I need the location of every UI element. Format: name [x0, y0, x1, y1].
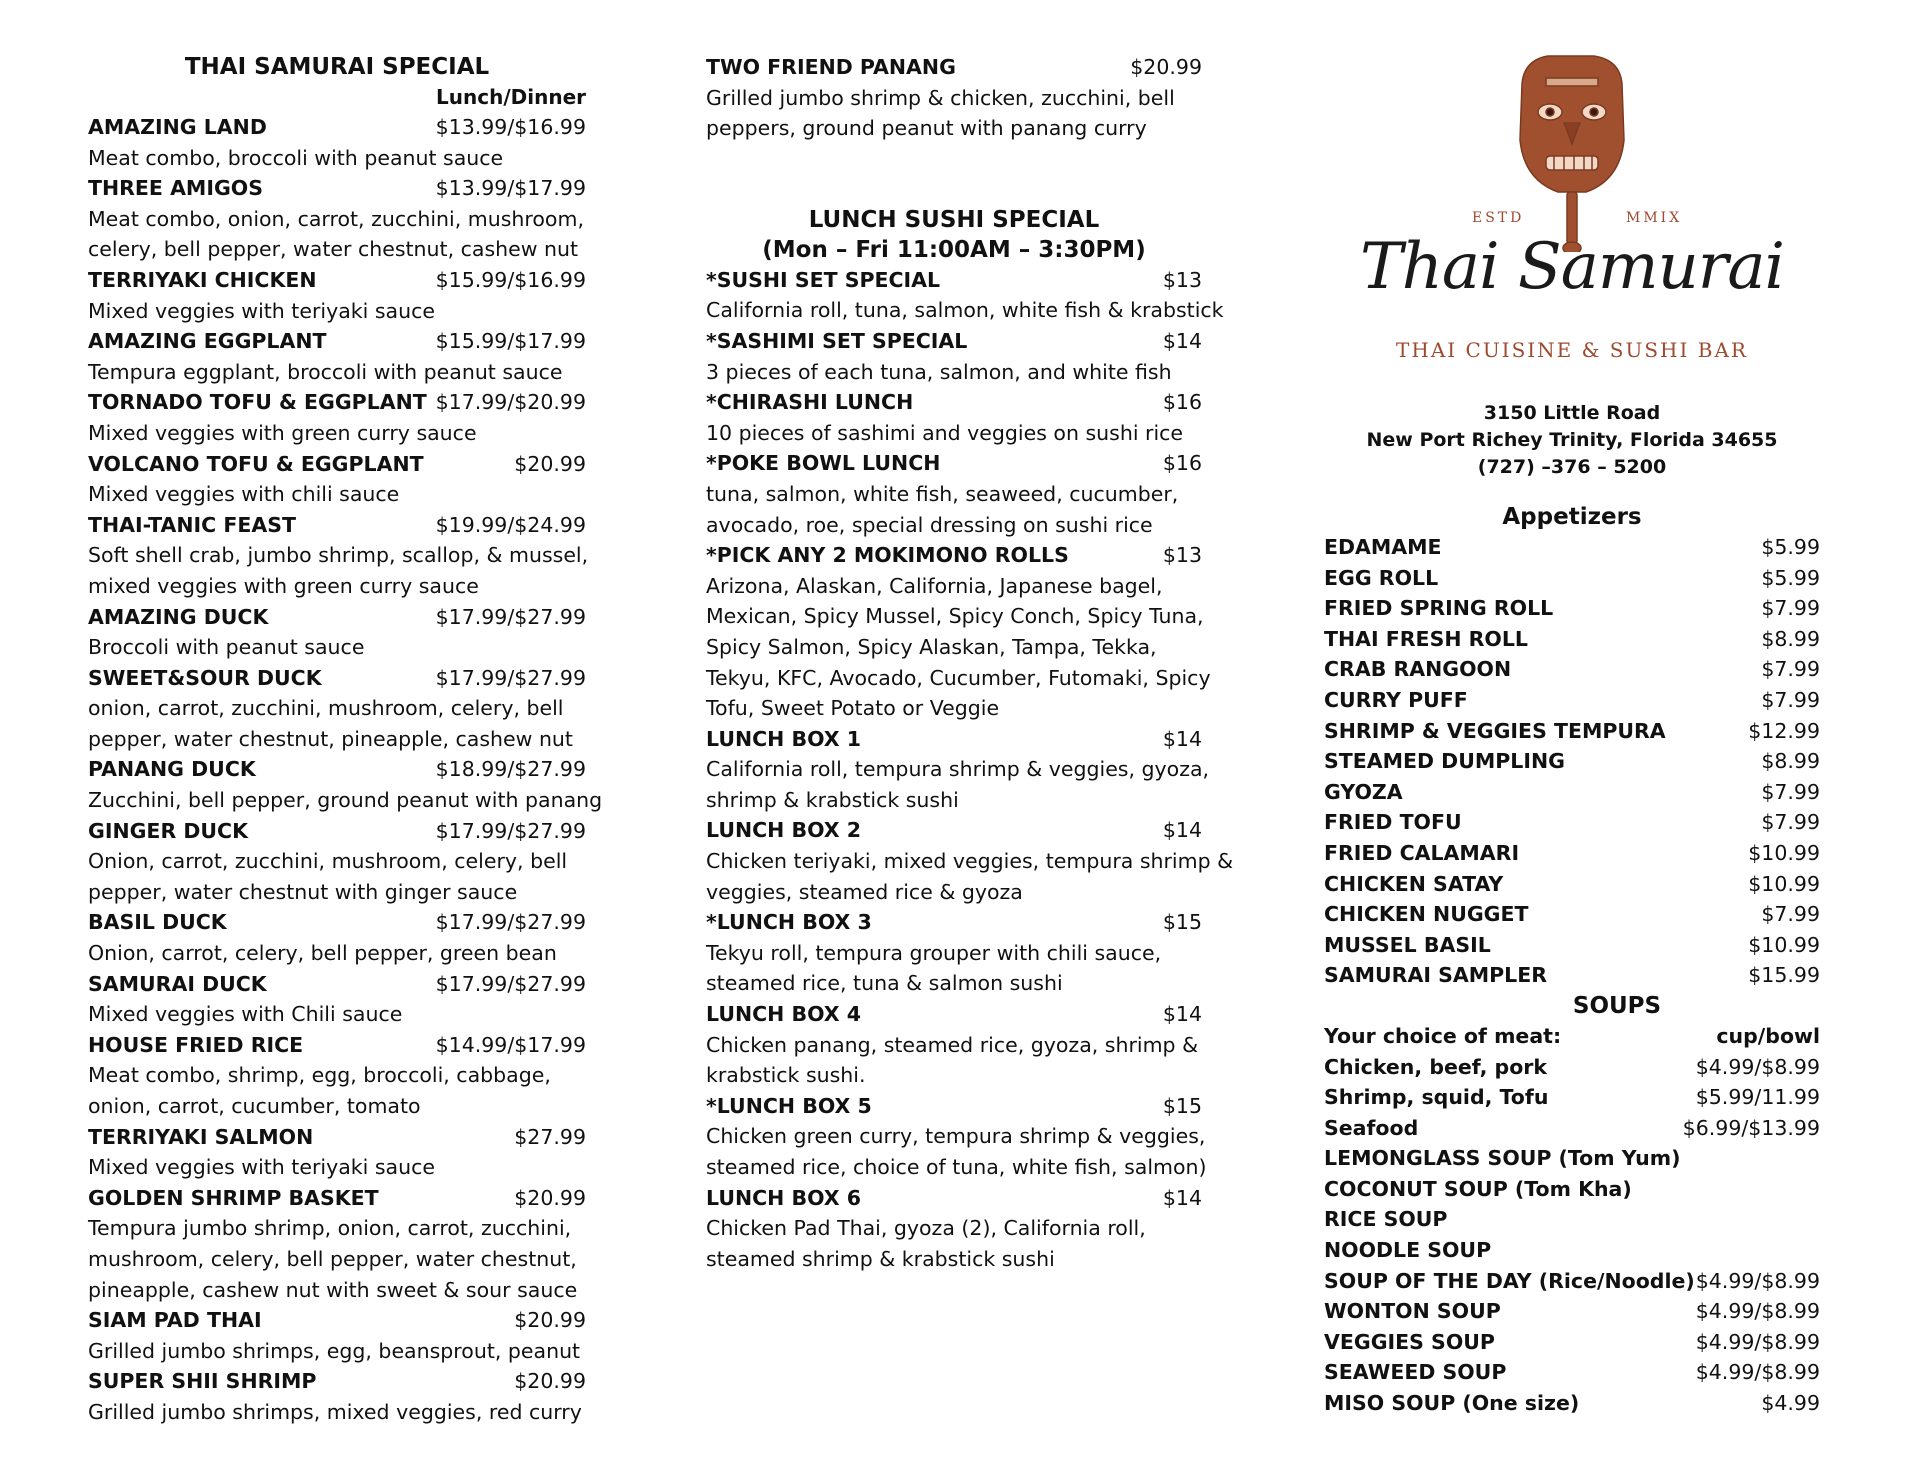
item-name: STEAMED DUMPLING: [1324, 749, 1565, 774]
item-price: $18.99/$27.99: [435, 757, 586, 782]
menu-item-row: [706, 999, 1202, 1030]
item-price: $7.99: [1761, 687, 1820, 712]
menu-item-row: [88, 1122, 586, 1153]
item-name: GOLDEN SHRIMP BASKET: [88, 1185, 379, 1210]
item-price: $15.99: [1748, 963, 1820, 988]
menu-item-row: [1324, 563, 1820, 594]
item-description: steamed shrimp & krabstick sushi: [706, 1246, 1055, 1271]
menu-item-row: [88, 265, 586, 296]
section-subtitle: (Mon – Fri 11:00AM – 3:30PM): [762, 236, 1146, 263]
item-name: *LUNCH BOX 5: [706, 1093, 872, 1118]
item-price: $7.99: [1761, 779, 1820, 804]
menu-item-row: [88, 1305, 586, 1336]
item-name: LUNCH BOX 1: [706, 726, 862, 751]
item-price: $8.99: [1761, 749, 1820, 774]
item-description: Mexican, Spicy Mussel, Spicy Conch, Spicy Tuna,: [706, 604, 1204, 629]
item-name: SIAM PAD THAI: [88, 1308, 262, 1333]
menu-item-row: [1324, 807, 1820, 838]
menu-item-row: [88, 449, 586, 480]
brand-tagline: THAI CUISINE & SUSHI BAR: [1396, 338, 1748, 362]
menu-item-row: [1324, 746, 1820, 777]
soups-title: SOUPS: [1572, 992, 1662, 1019]
menu-item-row: [1324, 930, 1820, 961]
item-price: $4.99: [1761, 1391, 1820, 1416]
item-price: $20.99: [514, 1308, 586, 1333]
item-description: Meat combo, onion, carrot, zucchini, mushroom,: [88, 206, 584, 231]
item-price: $7.99: [1761, 596, 1820, 621]
menu-item-row: [1324, 1388, 1820, 1419]
item-description: mushroom, celery, bell pepper, water chestnut,: [88, 1246, 577, 1271]
menu-item-row: [706, 540, 1202, 571]
item-description: 10 pieces of sashimi and veggies on sushi rice: [706, 420, 1184, 445]
menu-item-row: [1324, 1082, 1820, 1113]
item-description: Mixed veggies with Chili sauce: [88, 1002, 403, 1027]
samurai-mask-icon: [1324, 52, 1820, 252]
menu-item-row: [88, 1183, 586, 1214]
menu-item-row: [1324, 1143, 1820, 1174]
item-name: *PICK ANY 2 MOKIMONO ROLLS: [706, 543, 1069, 568]
sushi-column: [706, 52, 1234, 1274]
menu-item-row: [706, 52, 1202, 83]
item-price: $4.99/$8.99: [1695, 1299, 1820, 1324]
item-price: $17.99/$27.99: [435, 665, 586, 690]
menu-item-row: [88, 602, 586, 633]
menu-item-row: [1324, 1174, 1820, 1205]
item-price: $27.99: [514, 1124, 586, 1149]
item-description: Tekyu roll, tempura grouper with chili sauce,: [706, 940, 1162, 965]
address-block: [1324, 400, 1820, 481]
item-name: Chicken, beef, pork: [1324, 1054, 1548, 1079]
item-price: $17.99/$27.99: [435, 910, 586, 935]
item-price: $13.99/$17.99: [435, 176, 586, 201]
menu-item-row: [1324, 1266, 1820, 1297]
menu-list: [88, 112, 603, 1428]
item-price: $5.99/11.99: [1695, 1085, 1820, 1110]
address-line: (727) –376 – 5200: [1477, 456, 1667, 478]
appetizers-list: [1324, 532, 1820, 991]
top-item: [706, 52, 1202, 144]
menu-item-row: [1324, 1052, 1820, 1083]
menu-item-row: [1324, 654, 1820, 685]
menu-item-row: [88, 816, 586, 847]
item-price: $10.99: [1748, 840, 1820, 865]
item-price: $15: [1162, 1093, 1202, 1118]
item-name: BASIL DUCK: [88, 910, 227, 935]
item-name: SHRIMP & VEGGIES TEMPURA: [1324, 718, 1666, 743]
menu-item-row: [706, 265, 1202, 296]
menu-item-row: [1324, 716, 1820, 747]
menu-item-row: [88, 326, 586, 357]
menu-item-row: [88, 754, 586, 785]
item-price: $5.99: [1761, 565, 1820, 590]
item-name: COCONUT SOUP (Tom Kha): [1324, 1176, 1632, 1201]
item-name: MUSSEL BASIL: [1324, 932, 1491, 957]
item-description: Tofu, Sweet Potato or Veggie: [706, 696, 1000, 721]
item-price: $14: [1162, 328, 1202, 353]
item-description: 3 pieces of each tuna, salmon, and white fish: [706, 359, 1172, 384]
item-price: $7.99: [1761, 810, 1820, 835]
menu-item-row: [1324, 777, 1820, 808]
item-price: $10.99: [1748, 932, 1820, 957]
item-description: Meat combo, shrimp, egg, broccoli, cabbage,: [88, 1063, 551, 1088]
menu-item-row: [706, 815, 1202, 846]
item-price: $20.99: [514, 1369, 586, 1394]
item-name: CRAB RANGOON: [1324, 657, 1512, 682]
section-title: THAI SAMURAI SPECIAL: [184, 54, 490, 80]
item-price: $14: [1162, 1002, 1202, 1027]
item-description: Mixed veggies with green curry sauce: [88, 420, 477, 445]
menu-item-row: [88, 663, 586, 694]
item-name: AMAZING LAND: [88, 115, 267, 139]
item-name: LUNCH BOX 6: [706, 1185, 862, 1210]
item-name: FRIED TOFU: [1324, 810, 1462, 835]
item-name: RICE SOUP: [1324, 1207, 1448, 1232]
menu-list: [706, 265, 1234, 1275]
item-name: *CHIRASHI LUNCH: [706, 390, 914, 415]
item-price: $13: [1162, 267, 1202, 292]
item-price: $13: [1162, 543, 1202, 568]
address-line: New Port Richey Trinity, Florida 34655: [1366, 429, 1778, 451]
item-price: $14: [1162, 726, 1202, 751]
item-name: THAI-TANIC FEAST: [88, 512, 296, 537]
item-name: TORNADO TOFU & EGGPLANT: [88, 390, 427, 415]
item-price: $7.99: [1761, 902, 1820, 927]
item-price: $5.99: [1761, 535, 1820, 559]
item-price: cup/bowl: [1716, 1023, 1820, 1048]
item-name: EDAMAME: [1324, 535, 1442, 559]
menu-item-row: [706, 1183, 1202, 1214]
menu-item-row: [1324, 624, 1820, 655]
item-price: $17.99/$20.99: [435, 390, 586, 415]
menu-item-row: [1324, 960, 1820, 991]
item-name: *SASHIMI SET SPECIAL: [706, 328, 968, 353]
menu-item-row: [1324, 1327, 1820, 1358]
item-name: CHICKEN NUGGET: [1324, 902, 1529, 927]
item-description: shrimp & krabstick sushi: [706, 787, 959, 812]
item-description: krabstick sushi.: [706, 1063, 866, 1088]
item-description: Zucchini, bell pepper, ground peanut with panang: [88, 788, 603, 813]
item-description: Chicken Pad Thai, gyoza (2), California roll,: [706, 1216, 1146, 1241]
item-name: CURRY PUFF: [1324, 687, 1468, 712]
item-description: Chicken teriyaki, mixed veggies, tempura shrimp &: [706, 849, 1234, 874]
item-name: VEGGIES SOUP: [1324, 1329, 1495, 1354]
item-price: $14: [1162, 1185, 1202, 1210]
item-description: Onion, carrot, celery, bell pepper, green bean: [88, 941, 557, 966]
item-name: SUPER SHII SHRIMP: [88, 1369, 317, 1394]
item-price: $4.99/$8.99: [1695, 1054, 1820, 1079]
menu-item-row: [88, 387, 586, 418]
item-price: $14: [1162, 818, 1202, 843]
item-price: $20.99: [1130, 55, 1202, 79]
item-description: steamed rice, choice of tuna, white fish, salmon): [706, 1155, 1207, 1179]
appetizers-title: Appetizers: [1502, 504, 1642, 530]
menu-item-row: [88, 112, 586, 143]
item-name: TERRIYAKI CHICKEN: [88, 267, 317, 292]
item-price: $16: [1162, 451, 1202, 476]
logo-mmix: MMIX: [1626, 210, 1683, 226]
item-price: $10.99: [1748, 871, 1820, 896]
menu-item-row: [1324, 1296, 1820, 1327]
restaurant-logo: [1324, 52, 1820, 382]
menu-item-row: [1324, 685, 1820, 716]
menu-item-row: [1324, 1235, 1820, 1266]
menu-item-row: [1324, 1357, 1820, 1388]
menu-item-row: [1324, 593, 1820, 624]
item-description: Grilled jumbo shrimps, egg, beansprout, peanut: [88, 1338, 581, 1363]
menu-item-row: [88, 1030, 586, 1061]
menu-item-row: [88, 907, 586, 938]
menu-item-row: [1324, 1021, 1820, 1052]
item-price: $15: [1162, 910, 1202, 935]
item-name: SAMURAI DUCK: [88, 971, 267, 996]
item-name: FRIED SPRING ROLL: [1324, 596, 1554, 621]
item-name: LEMONGLASS SOUP (Tom Yum): [1324, 1146, 1681, 1171]
item-price: $4.99/$8.99: [1695, 1329, 1820, 1354]
menu-item-row: [1324, 1113, 1820, 1144]
menu-item-row: [88, 510, 586, 541]
menu-item-row: [1324, 838, 1820, 869]
special-column: [88, 52, 603, 1428]
menu-item-row: [706, 907, 1202, 938]
item-description: pineapple, cashew nut with sweet & sour sauce: [88, 1277, 578, 1302]
item-description: Arizona, Alaskan, California, Japanese bagel,: [706, 573, 1163, 598]
item-name: GYOZA: [1324, 779, 1403, 804]
menu-item-row: [706, 387, 1202, 418]
item-name: *SUSHI SET SPECIAL: [706, 267, 941, 292]
item-price: $13.99/$16.99: [435, 115, 586, 139]
item-price: $20.99: [514, 451, 586, 476]
item-description: Chicken green curry, tempura shrimp & veggies,: [706, 1124, 1206, 1149]
item-name: SOUP OF THE DAY (Rice/Noodle): [1324, 1268, 1695, 1293]
item-description: Tempura eggplant, broccoli with peanut sauce: [88, 359, 563, 384]
item-price: $19.99/$24.99: [435, 512, 586, 537]
item-description: Mixed veggies with teriyaki sauce: [88, 298, 435, 323]
item-description: steamed rice, tuna & salmon sushi: [706, 971, 1063, 996]
item-name: SAMURAI SAMPLER: [1324, 963, 1547, 988]
item-description: avocado, roe, special dressing on sushi rice: [706, 512, 1153, 537]
item-name: FRIED CALAMARI: [1324, 840, 1520, 865]
item-description: mixed veggies with green curry sauce: [88, 573, 479, 598]
brand-name: Thai Samurai: [1360, 230, 1784, 304]
item-name: Your choice of meat:: [1324, 1023, 1562, 1048]
menu-item-row: [706, 448, 1202, 479]
item-description: California roll, tuna, salmon, white fish & krabstick: [706, 298, 1224, 323]
item-name: GINGER DUCK: [88, 818, 248, 843]
menu-item-row: [1324, 869, 1820, 900]
menu-item-row: [88, 969, 586, 1000]
item-description: California roll, tempura shrimp & veggies, gyoza,: [706, 757, 1210, 782]
item-name: LUNCH BOX 2: [706, 818, 862, 843]
item-name: THAI FRESH ROLL: [1324, 626, 1528, 651]
menu-item-row: [1324, 1204, 1820, 1235]
item-description: Grilled jumbo shrimps, mixed veggies, red curry: [88, 1399, 582, 1424]
item-description: Onion, carrot, zucchini, mushroom, celery, bell: [88, 849, 568, 874]
logo-estd: ESTD: [1472, 210, 1525, 226]
item-description: Broccoli with peanut sauce: [88, 635, 365, 660]
menu-item-row: [706, 1091, 1202, 1122]
item-price: $20.99: [514, 1185, 586, 1210]
item-price: $16: [1162, 390, 1202, 415]
item-price: $7.99: [1761, 657, 1820, 682]
item-description: Spicy Salmon, Spicy Alaskan, Tampa, Tekka,: [706, 634, 1157, 659]
item-description: peppers, ground peanut with panang curry: [706, 116, 1147, 141]
item-description: Grilled jumbo shrimp & chicken, zucchini, bell: [706, 85, 1175, 110]
item-description: Tempura jumbo shrimp, onion, carrot, zucchini,: [88, 1216, 572, 1241]
item-description: Meat combo, broccoli with peanut sauce: [88, 145, 504, 170]
item-name: CHICKEN SATAY: [1324, 871, 1504, 896]
item-price: $4.99/$8.99: [1695, 1360, 1820, 1385]
item-price: $12.99: [1748, 718, 1820, 743]
item-name: MISO SOUP (One size): [1324, 1391, 1580, 1416]
item-description: celery, bell pepper, water chestnut, cashew nut: [88, 237, 579, 262]
item-name: Seafood: [1324, 1115, 1419, 1140]
item-description: tuna, salmon, white fish, seaweed, cucumber,: [706, 481, 1179, 506]
section-subtitle: Lunch/Dinner: [436, 85, 586, 109]
item-name: SWEET&SOUR DUCK: [88, 665, 322, 690]
section-title: LUNCH SUSHI SPECIAL: [808, 206, 1100, 233]
menu-item-row: [706, 326, 1202, 357]
item-description: onion, carrot, cucumber, tomato: [88, 1094, 421, 1118]
menu-item-row: [88, 1366, 586, 1397]
item-description: veggies, steamed rice & gyoza: [706, 879, 1023, 904]
menu-item-row: [1324, 899, 1820, 930]
item-name: HOUSE FRIED RICE: [88, 1032, 304, 1057]
item-description: pepper, water chestnut with ginger sauce: [88, 879, 518, 904]
item-description: Mixed veggies with chili sauce: [88, 482, 400, 507]
item-price: $17.99/$27.99: [435, 971, 586, 996]
item-name: TERRIYAKI SALMON: [88, 1124, 314, 1149]
item-price: $17.99/$27.99: [435, 818, 586, 843]
item-name: *LUNCH BOX 3: [706, 910, 872, 935]
menu-item-row: [1324, 532, 1820, 563]
item-name: AMAZING EGGPLANT: [88, 329, 327, 354]
item-name: WONTON SOUP: [1324, 1299, 1501, 1324]
address-line: 3150 Little Road: [1483, 402, 1661, 424]
item-description: onion, carrot, zucchini, mushroom, celery, bell: [88, 696, 564, 721]
item-name: VOLCANO TOFU & EGGPLANT: [88, 451, 424, 476]
item-price: $15.99/$17.99: [435, 329, 586, 354]
item-description: Chicken panang, steamed rice, gyoza, shrimp &: [706, 1032, 1199, 1057]
item-price: $14.99/$17.99: [435, 1032, 586, 1057]
item-name: LUNCH BOX 4: [706, 1002, 862, 1027]
item-price: $17.99/$27.99: [435, 604, 586, 629]
item-price: $15.99/$16.99: [435, 267, 586, 292]
item-description: Soft shell crab, jumbo shrimp, scallop, & mussel,: [88, 543, 589, 568]
item-name: Shrimp, squid, Tofu: [1324, 1085, 1549, 1110]
item-name: TWO FRIEND PANANG: [706, 55, 956, 79]
item-name: EGG ROLL: [1324, 565, 1439, 590]
item-description: Mixed veggies with teriyaki sauce: [88, 1155, 435, 1180]
item-name: NOODLE SOUP: [1324, 1238, 1492, 1263]
item-name: THREE AMIGOS: [88, 176, 263, 201]
info-column: [1324, 52, 1820, 1419]
item-name: SEAWEED SOUP: [1324, 1360, 1507, 1385]
item-description: pepper, water chestnut, pineapple, cashew nut: [88, 726, 573, 751]
item-name: *POKE BOWL LUNCH: [706, 451, 941, 476]
item-name: PANANG DUCK: [88, 757, 256, 782]
item-description: Tekyu, KFC, Avocado, Cucumber, Futomaki, Spicy: [706, 665, 1211, 690]
item-price: $4.99/$8.99: [1695, 1268, 1820, 1293]
soups-list: [1324, 1021, 1820, 1419]
item-price: $6.99/$13.99: [1682, 1115, 1820, 1140]
item-name: AMAZING DUCK: [88, 604, 269, 629]
menu-item-row: [706, 724, 1202, 755]
menu-item-row: [88, 173, 586, 204]
item-price: $8.99: [1761, 626, 1820, 651]
